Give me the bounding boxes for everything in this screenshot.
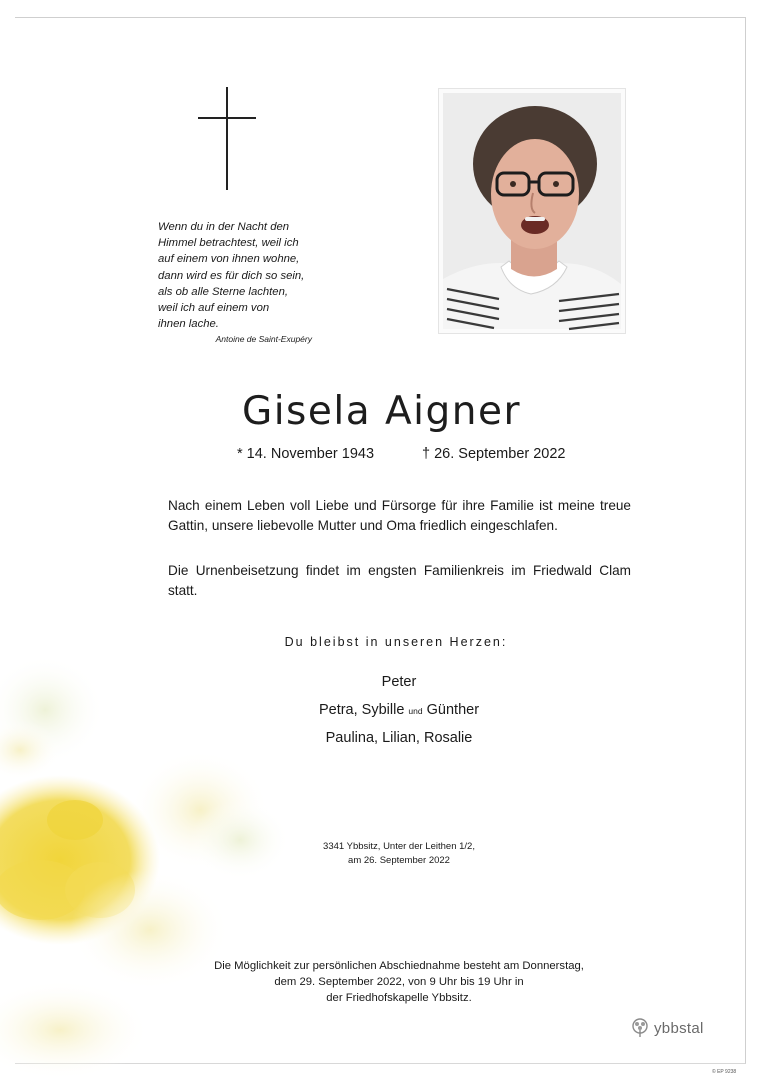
mourner-line [0,702,763,718]
quote-line: Himmel betrachtest, weil ich [158,237,299,250]
mourners-heading: Du bleibst in unseren Herzen: [284,635,508,649]
mourner-names: Peter [381,674,417,690]
place-line: 3341 Ybbsitz, Unter der Leithen 1/2, [323,841,475,852]
ybbstal-logo [630,1018,704,1038]
farewell-line: dem 29. September 2022, von 9 Uhr bis 19 Uhr in [274,976,524,988]
quote-line: weil ich auf einem von [158,302,270,315]
mourner-line [0,730,763,746]
obituary-text: Nach einem Leben voll Liebe und Fürsorge für ihre Familie ist meine treue Gattin, unsere liebevolle Mutter und Oma friedlich eingeschlafen. [168,498,631,533]
tree-icon [630,1018,650,1038]
mourner-names: Günther [426,702,480,718]
quote-line: auf einem von ihnen wohne, [158,253,300,266]
quote-line: ihnen lache. [158,318,219,331]
logo-text: ybbstal [654,1019,704,1037]
memorial-quote [158,219,358,332]
date-line: am 26. September 2022 [348,854,450,866]
mourner-names: Petra, Sybille [318,702,405,718]
cross-icon [198,87,256,190]
conjunction: und [408,706,423,716]
quote-line: dann wird es für dich so sein, [158,269,305,282]
mourner-line [0,674,763,690]
print-code: © EP 9238 [712,1069,737,1075]
deceased-name: Gisela Aigner [241,389,522,434]
birth-date: * 14. November 1943 [237,446,375,462]
farewell-notice [0,958,763,1006]
farewell-line: der Friedhofskapelle Ybbsitz. [326,992,472,1004]
farewell-line: Die Möglichkeit zur persönlichen Abschiednahme besteht am Donnerstag, [214,960,584,972]
quote-author: Antoine de Saint-Exupéry [215,334,312,344]
mourner-names: Paulina, Lilian, Rosalie [325,730,473,746]
portrait-photo [438,88,626,334]
burial-notice: Die Urnenbeisetzung findet im engsten Familienkreis im Friedwald Clam statt. [168,563,631,598]
death-date: † 26. September 2022 [422,446,566,462]
quote-line: als ob alle Sterne lachten, [158,285,288,298]
place-date [0,840,763,868]
quote-line: Wenn du in der Nacht den [158,221,290,233]
